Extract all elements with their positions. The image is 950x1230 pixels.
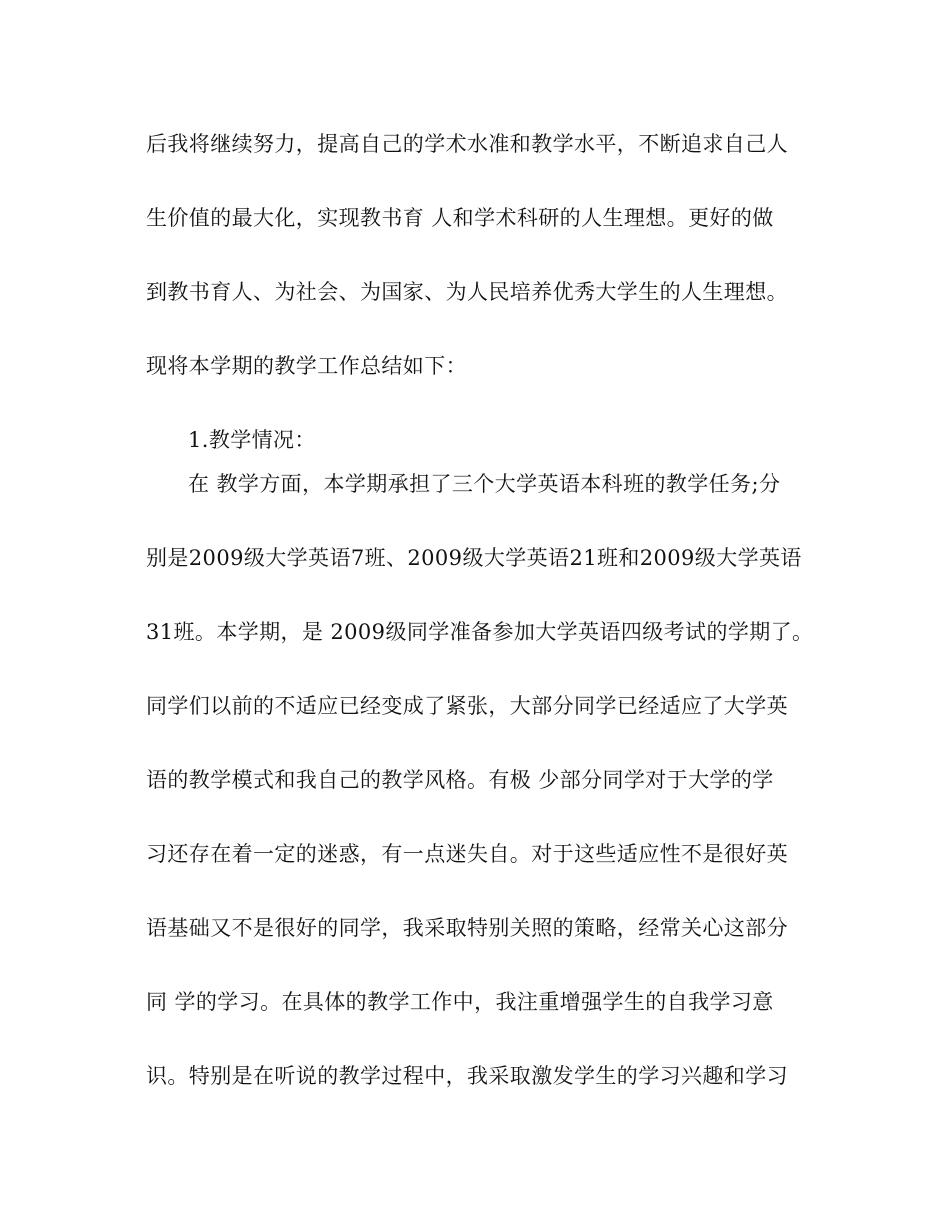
text-line-3: 到教书育人、为社会、为国家、为人民培养优秀大学生的人生理想。	[146, 280, 788, 304]
text-line-8: 31班。本学期，是 2009级同学准备参加大学英语四级考试的学期了。	[146, 620, 814, 644]
text-line-14: 识。特别是在听说的教学过程中，我采取激发学生的学习兴趣和学习	[146, 1064, 788, 1088]
text-line-11: 习还存在着一定的迷惑，有一点迷失自。对于这些适应性不是很好英	[146, 842, 788, 866]
text-line-10: 语的教学模式和我自己的教学风格。有极 少部分同学对于大学的学	[146, 768, 774, 792]
text-line-12: 语基础又不是很好的同学，我采取特别关照的策略，经常关心这部分	[146, 916, 788, 940]
text-line-13: 同 学的学习。在具体的教学工作中，我注重增强学生的自我学习意	[146, 990, 774, 1014]
text-line-7: 别是2009级大学英语7班、2009级大学英语21班和2009级大学英语	[146, 546, 802, 570]
text-line-4: 现将本学期的教学工作总结如下：	[146, 354, 467, 378]
text-line-6: 在 教学方面，本学期承担了三个大学英语本科班的教学任务;分	[188, 472, 781, 496]
section-heading: 1.教学情况：	[188, 428, 316, 452]
text-line-1: 后我将继续努力，提高自己的学术水准和教学水平，不断追求自己人	[146, 132, 788, 156]
text-line-2: 生价值的最大化，实现教书育 人和学术科研的人生理想。更好的做	[146, 206, 774, 230]
text-line-9: 同学们以前的不适应已经变成了紧张，大部分同学已经适应了大学英	[146, 694, 788, 718]
